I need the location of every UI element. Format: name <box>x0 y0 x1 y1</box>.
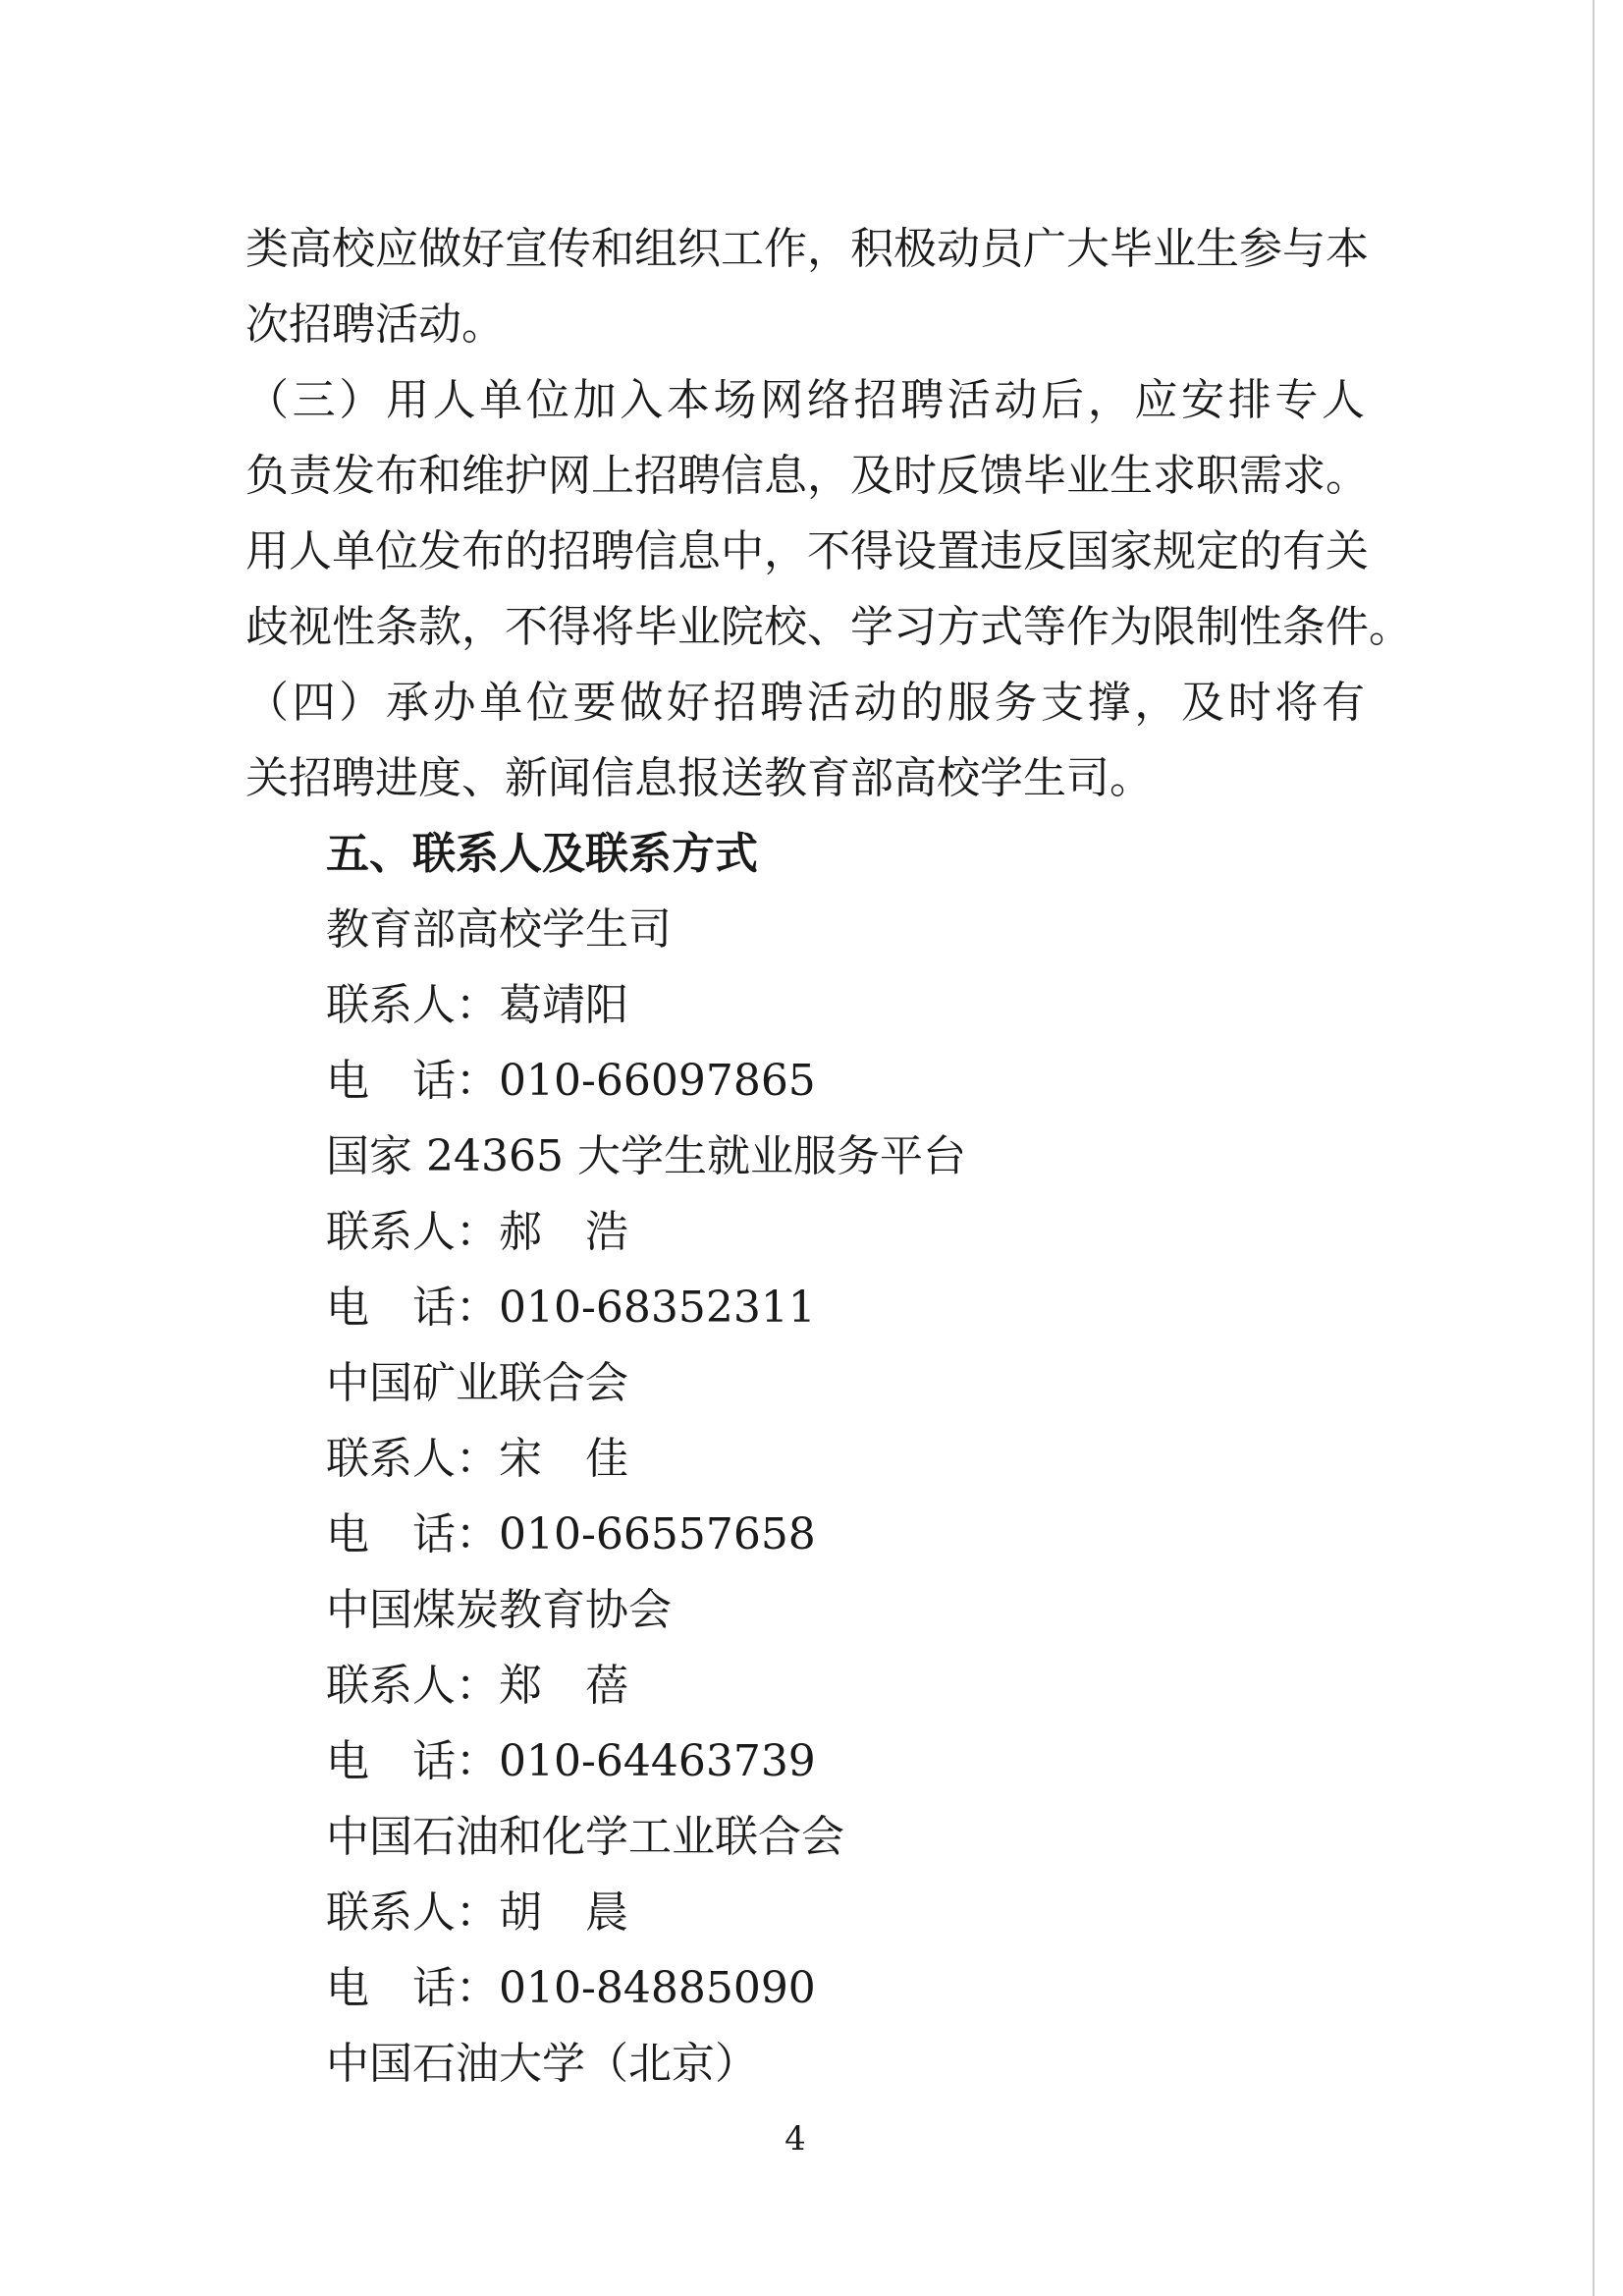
contact-person: 联系人：郑 蓓 <box>326 1661 628 1711</box>
contact-phone: 电 话：010-66557658 <box>326 1509 816 1559</box>
paragraph-line: 负责发布和维护网上招聘信息，及时反馈毕业生求职需求。 <box>245 451 1369 501</box>
contact-org: 中国煤炭教育协会 <box>326 1585 672 1635</box>
contact-org: 中国石油大学（北京） <box>326 2039 758 2089</box>
contact-org: 国家 24365 大学生就业服务平台 <box>326 1131 966 1181</box>
contact-phone: 电 话：010-66097865 <box>326 1056 816 1106</box>
page-number: 4 <box>784 2119 806 2159</box>
contact-person: 联系人：胡 晨 <box>326 1887 628 1938</box>
contact-person: 联系人：郝 浩 <box>326 1207 628 1257</box>
contact-person: 联系人：宋 佳 <box>326 1434 628 1484</box>
contact-phone: 电 话：010-68352311 <box>326 1283 816 1333</box>
paragraph-line: 歧视性条款，不得将毕业院校、学习方式等作为限制性条件。 <box>245 602 1412 652</box>
contact-person: 联系人：葛靖阳 <box>326 980 628 1030</box>
paragraph-line: 用人单位发布的招聘信息中，不得设置违反国家规定的有关 <box>245 526 1369 576</box>
paragraph-line: 关招聘进度、新闻信息报送教育部高校学生司。 <box>245 753 1153 803</box>
contact-phone: 电 话：010-64463739 <box>326 1736 816 1786</box>
paragraph-line: 次招聘活动。 <box>245 300 505 350</box>
paragraph-line: （三）用人单位加入本场网络招聘活动后，应安排专人 <box>245 375 1365 425</box>
section-heading: 五、联系人及联系方式 <box>326 829 758 879</box>
paragraph-line: 类高校应做好宣传和组织工作，积极动员广大毕业生参与本 <box>245 224 1369 274</box>
contact-org: 中国石油和化学工业联合会 <box>326 1812 844 1862</box>
contact-phone: 电 话：010-84885090 <box>326 1963 816 2013</box>
contact-org: 教育部高校学生司 <box>326 904 672 955</box>
paragraph-line: （四）承办单位要做好招聘活动的服务支撑，及时将有 <box>245 678 1365 728</box>
contact-org: 中国矿业联合会 <box>326 1358 628 1408</box>
